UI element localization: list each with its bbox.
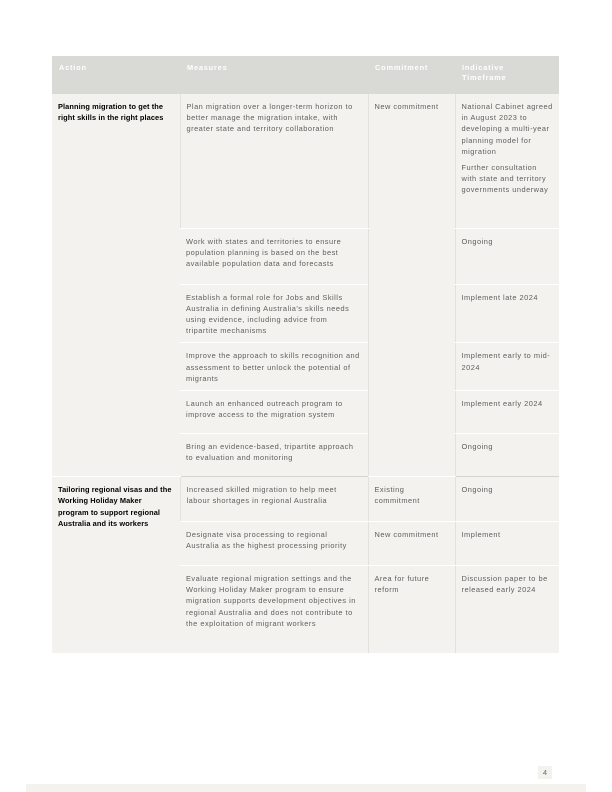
commitment-cell: Existing commitment [368, 476, 455, 521]
timeframe-cell: Discussion paper to be released early 2024 [455, 565, 559, 653]
timeframe-note: Further consultation with state and territory governments underway [461, 163, 549, 195]
measure-cell: Establish a formal role for Jobs and Skills Australia in defining Australia's skills needs using evidence, including advice from tripartite mechanisms [180, 284, 368, 343]
timeframe-text: National Cabinet agreed in August 2023 to developing a multi-year planning model for migration [461, 102, 553, 156]
measure-cell: Launch an enhanced outreach program to improve access to the migration system [180, 390, 368, 433]
header-action: Action [52, 56, 180, 94]
header-measures: Measures [180, 56, 368, 94]
header-commitment: Commitment [368, 56, 455, 94]
timeframe-cell: Ongoing [455, 228, 559, 284]
measure-cell: Work with states and territories to ensure population planning is based on the best available population data and forecasts [180, 228, 368, 284]
header-timeframe-line2: Timeframe [462, 73, 507, 82]
table-header-row [52, 56, 559, 94]
header-timeframe [455, 56, 559, 94]
action-cell: Tailoring regional visas and the Working Holiday Maker program to support regional Australia and its workers [52, 476, 180, 653]
footer-band [26, 784, 586, 792]
action-cell: Planning migration to get the right skills in the right places [52, 94, 180, 476]
timeframe-cell [455, 94, 559, 228]
table-row [52, 94, 559, 228]
timeframe-cell: Implement early to mid-2024 [455, 343, 559, 391]
timeframe-cell: Implement [455, 521, 559, 565]
commitment-cell: New commitment [368, 521, 455, 565]
commitment-cell: Area for future reform [368, 565, 455, 653]
measure-cell: Designate visa processing to regional Australia as the highest processing priority [180, 521, 368, 565]
migration-measures-table [52, 56, 559, 654]
measure-cell: Evaluate regional migration settings and the Working Holiday Maker program to ensure migration supports development objectives in regional Australia and does not contribute to the exploitation of migrant workers [180, 565, 368, 653]
timeframe-cell: Implement late 2024 [455, 284, 559, 343]
table-row [52, 476, 559, 521]
measure-cell: Increased skilled migration to help meet labour shortages in regional Australia [180, 476, 368, 521]
timeframe-cell: Ongoing [455, 476, 559, 521]
commitment-cell: New commitment [368, 94, 455, 476]
measure-cell: Plan migration over a longer-term horizon to better manage the migration intake, with greater state and territory collaboration [180, 94, 368, 228]
measure-cell: Bring an evidence-based, tripartite approach to evaluation and monitoring [180, 433, 368, 476]
measure-cell: Improve the approach to skills recognition and assessment to better unlock the potential of migrants [180, 343, 368, 391]
header-timeframe-line1: Indicative [462, 63, 505, 72]
page-number: 4 [538, 766, 552, 779]
timeframe-cell: Ongoing [455, 433, 559, 476]
timeframe-cell: Implement early 2024 [455, 390, 559, 433]
